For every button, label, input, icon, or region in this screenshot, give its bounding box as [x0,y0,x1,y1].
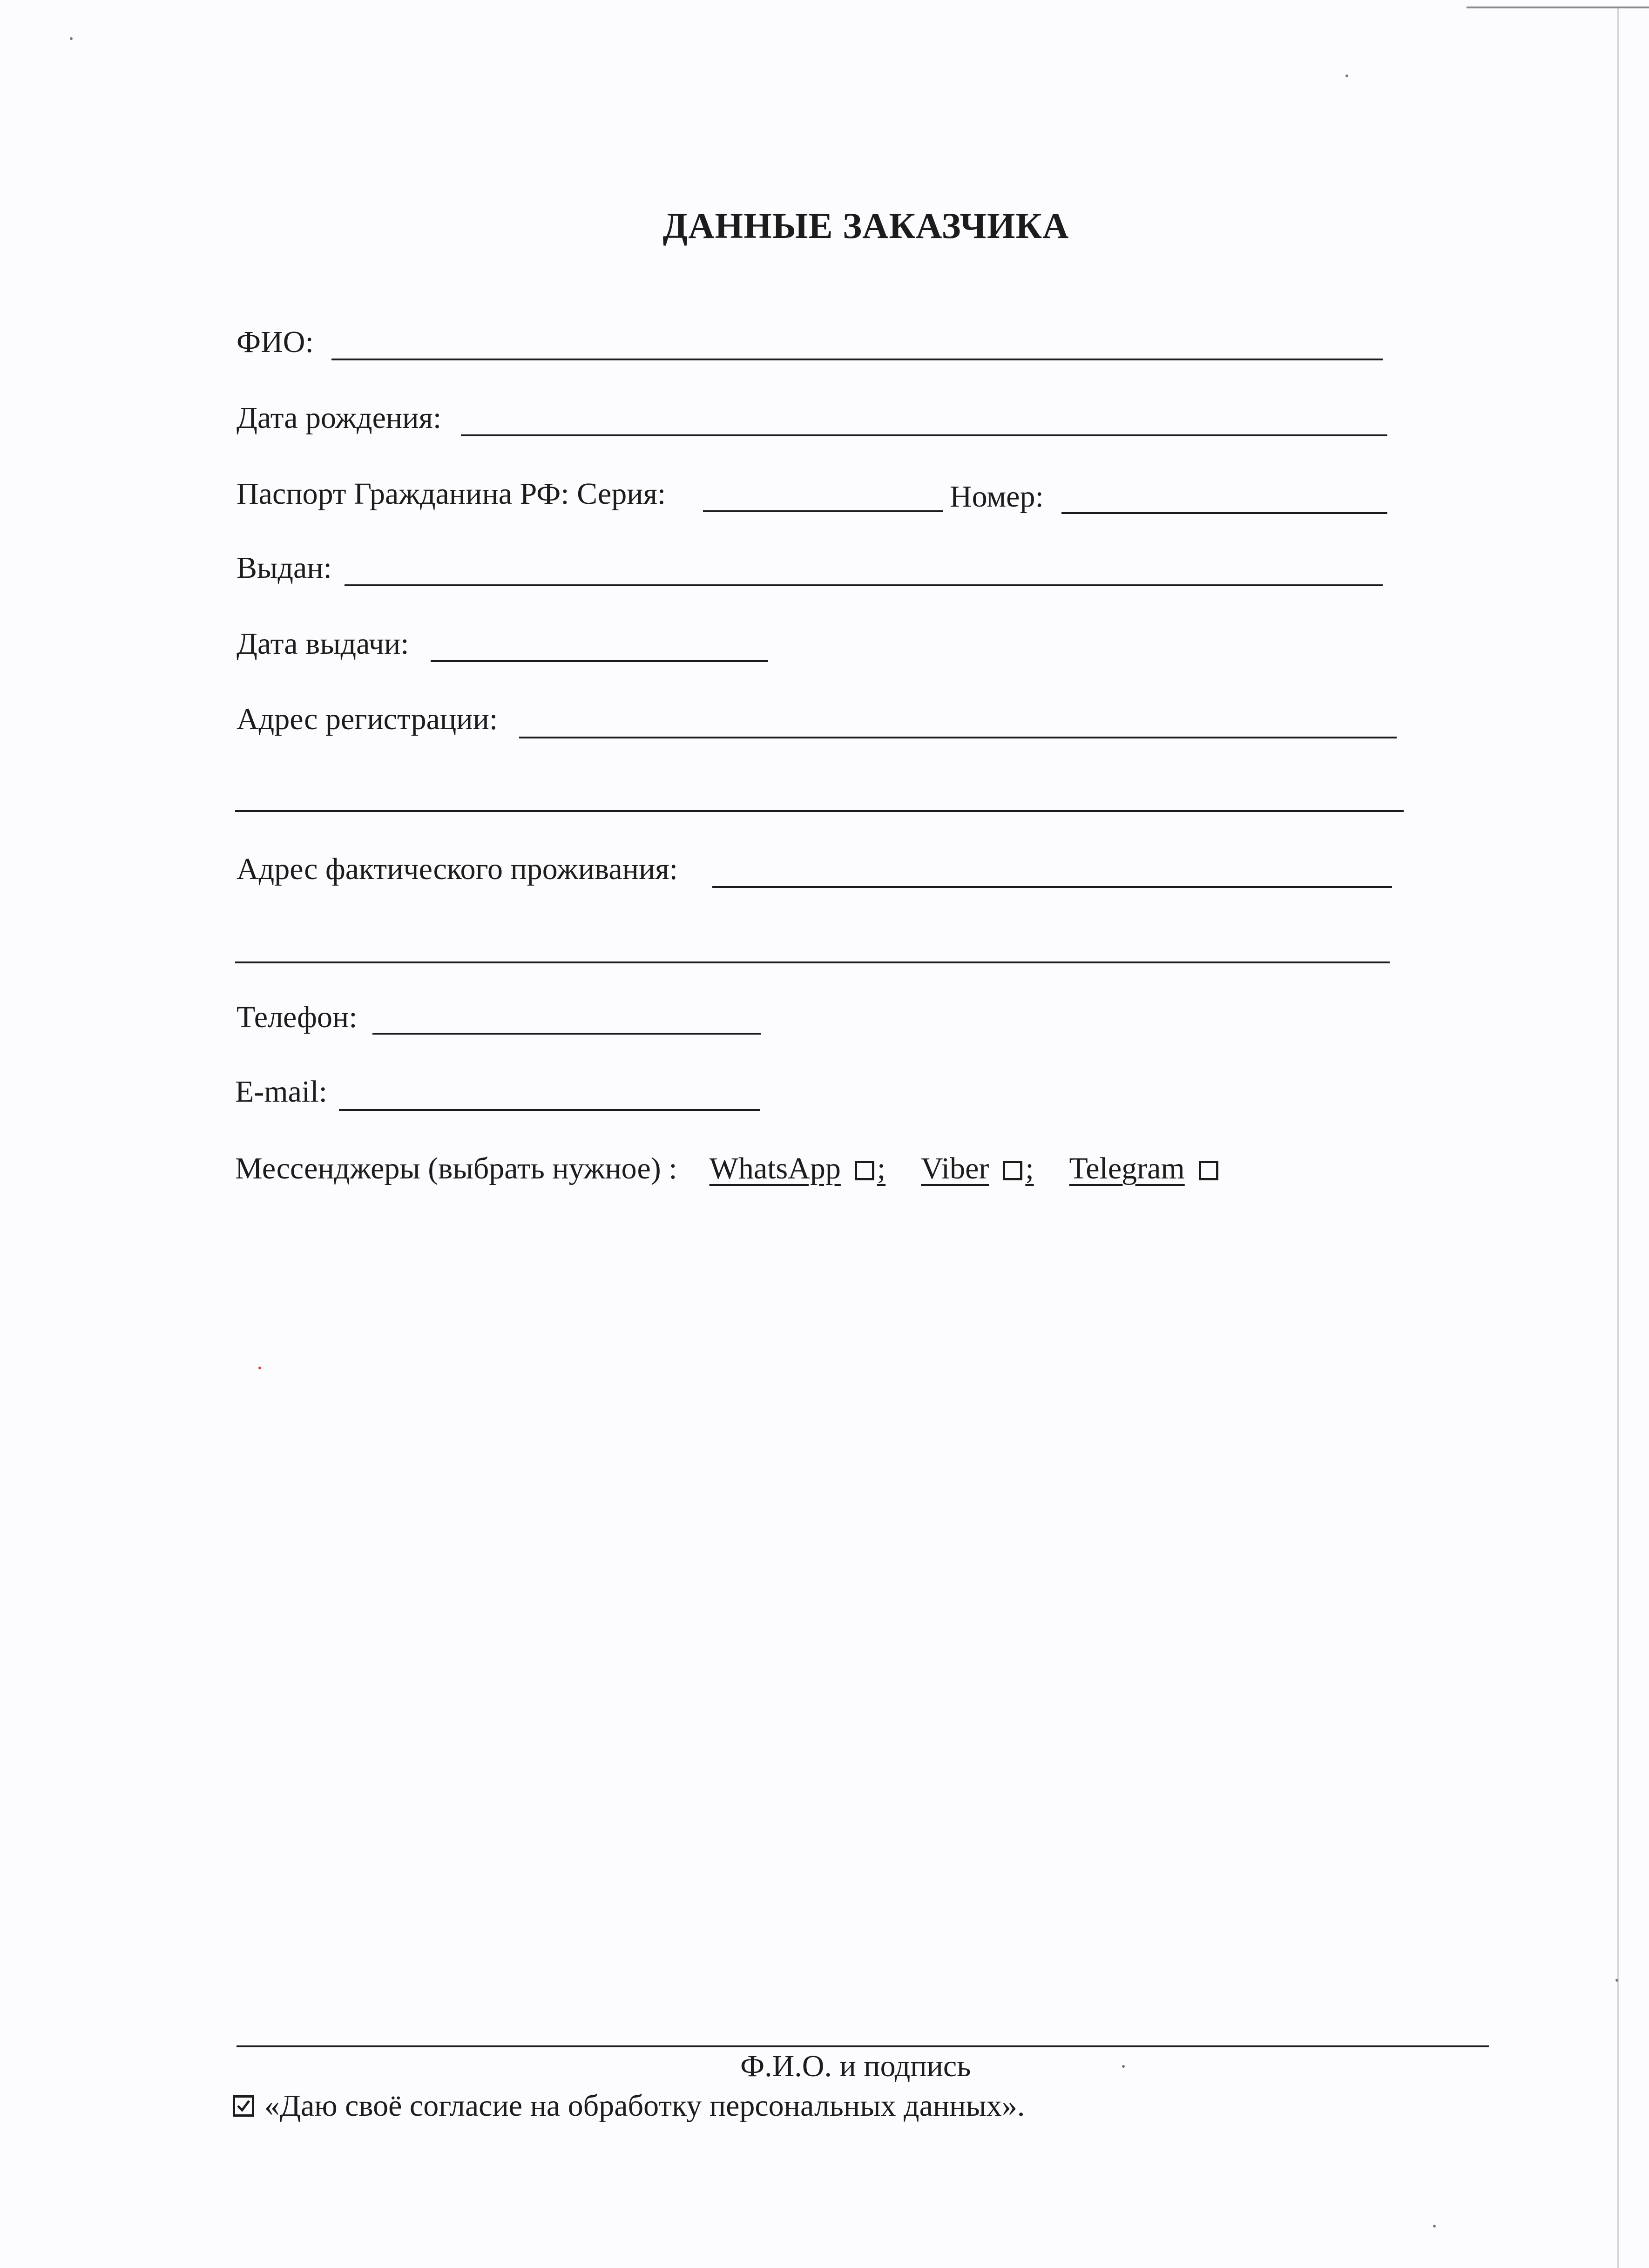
passport-series-label: Паспорт Гражданина РФ: Серия: [237,477,666,511]
messenger-option-whatsapp[interactable]: WhatsApp ; [709,1151,886,1185]
phone-label: Телефон: [237,1000,358,1034]
signature-caption: Ф.И.О. и подпись [740,2049,971,2083]
actual-address-label: Адрес фактического проживания: [237,852,678,886]
issued-by-label: Выдан: [237,551,332,585]
messengers-label: Мессенджеры (выбрать нужное) : [235,1151,677,1185]
messengers-row [235,1150,1221,1187]
consent-checkbox[interactable] [233,2095,254,2117]
birth-date-label: Дата рождения: [237,401,442,435]
consent-text: «Даю своё согласие на обработку персональных данных». [264,2089,1025,2123]
scan-edge-top [1467,7,1649,8]
messenger-option-telegram[interactable]: Telegram [1069,1151,1221,1185]
phone-field[interactable] [372,1033,761,1035]
scan-speck [1122,2065,1125,2068]
email-field[interactable] [339,1109,760,1111]
passport-number-field[interactable] [1061,512,1387,514]
whatsapp-checkbox[interactable] [855,1161,874,1180]
consent-row [233,2087,1025,2125]
scan-speck [1615,1979,1618,1982]
email-label: E-mail: [235,1075,327,1109]
scan-speck [70,37,73,40]
checkmark-icon [236,2099,251,2113]
registration-address-label: Адрес регистрации: [237,702,498,736]
actual-address-field-line-2[interactable] [235,961,1390,963]
scan-speck [1433,2225,1436,2227]
actual-address-field[interactable] [712,886,1392,888]
scan-edge-right [1617,8,1619,2268]
full-name-label: ФИО: [237,325,314,359]
issued-by-field[interactable] [345,584,1383,586]
birth-date-field[interactable] [461,434,1387,436]
scan-speck [258,1367,261,1369]
scan-speck [1345,74,1348,77]
signature-line[interactable] [237,2045,1489,2047]
registration-address-field[interactable] [519,737,1397,738]
telegram-checkbox[interactable] [1199,1161,1218,1180]
viber-checkbox[interactable] [1003,1161,1022,1180]
registration-address-field-line-2[interactable] [235,810,1404,812]
issue-date-label: Дата выдачи: [237,627,409,661]
passport-series-field[interactable] [703,510,943,512]
form-title: ДАННЫЕ ЗАКАЗЧИКА [662,205,1069,246]
issue-date-field[interactable] [431,660,768,662]
full-name-field[interactable] [331,359,1383,360]
messenger-option-viber[interactable]: Viber ; [921,1151,1034,1185]
passport-number-label: Номер: [950,480,1044,514]
